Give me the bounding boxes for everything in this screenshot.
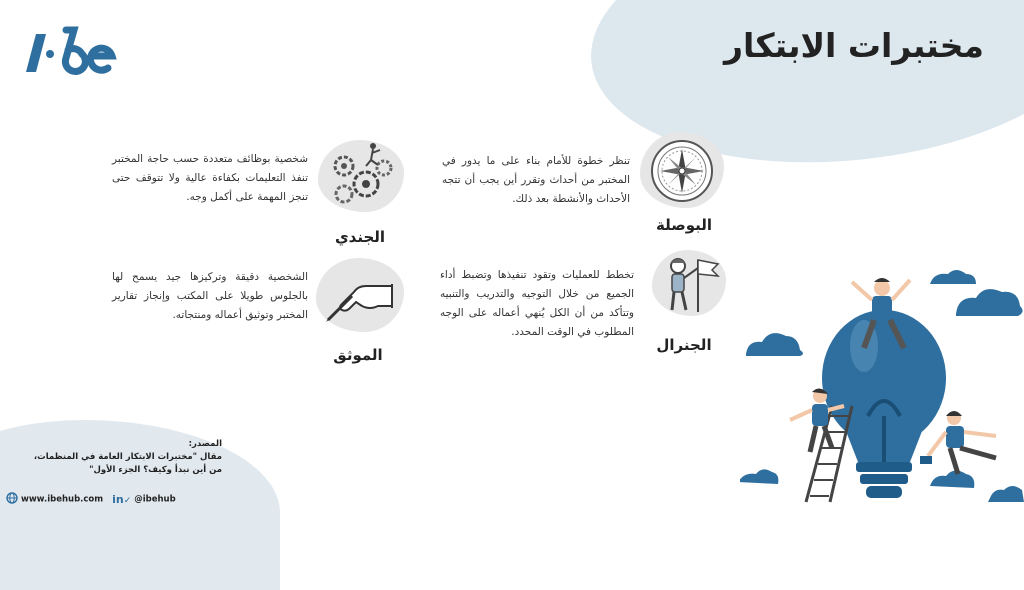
lightbulb-team-illustration	[740, 266, 1024, 516]
gears-icon	[326, 138, 398, 216]
globe-icon	[6, 492, 18, 507]
website-link[interactable]: www.ibehub.com	[20, 494, 104, 505]
source-label: المصدر:	[188, 439, 222, 449]
role-description-compass: تنظر خطوة للأمام بناء على ما يدور في المختبر من أحداث وتقرر أين يجب أن تتجه الأحداث والأنشطة بعد ذلك.	[442, 155, 630, 205]
role-title-compass: البوصلة	[655, 216, 712, 234]
role-title-documenter: الموثق	[333, 346, 383, 364]
page-title: مختبرات الابتكار	[724, 26, 984, 65]
social-handle[interactable]: @ibehub	[134, 494, 176, 505]
flag-person-icon	[660, 254, 724, 320]
role-description-soldier: شخصية بوظائف متعددة حسب حاجة المختبر تنفذ التعليمات بكفاءة عالية ولا تتوقف حتى تنجز المهمة على أكمل وجه.	[112, 153, 308, 203]
linkedin-twitter-icon: in✓	[112, 493, 132, 506]
footer-contact	[6, 492, 176, 507]
role-description-documenter: الشخصية دقيقة وتركيزها جيد يسمح لها بالجلوس طويلا على المكتب وإنجاز تقارير المختبر وتوثيق أعماله ومنتجاته.	[112, 271, 308, 321]
writing-hand-icon	[322, 264, 398, 330]
source-citation	[22, 438, 222, 477]
role-title-soldier: الجندي	[334, 228, 386, 246]
compass-icon	[648, 137, 716, 209]
role-title-general: الجنرال	[656, 336, 712, 354]
brand-logo	[22, 24, 117, 84]
source-text: مقال "مختبرات الابتكار العامة في المنظمات، من أين نبدأ وكيف؟ الجزء الأول"	[33, 452, 222, 475]
role-description-general: تخطط للعمليات وتقود تنفيذها وتضبط أداء الجميع من خلال التوجيه والتدريب والتنبيه وتتأكد من أن الكل يُنهي أعماله على الوجه المطلوب في الوقت المحدد.	[440, 269, 634, 338]
